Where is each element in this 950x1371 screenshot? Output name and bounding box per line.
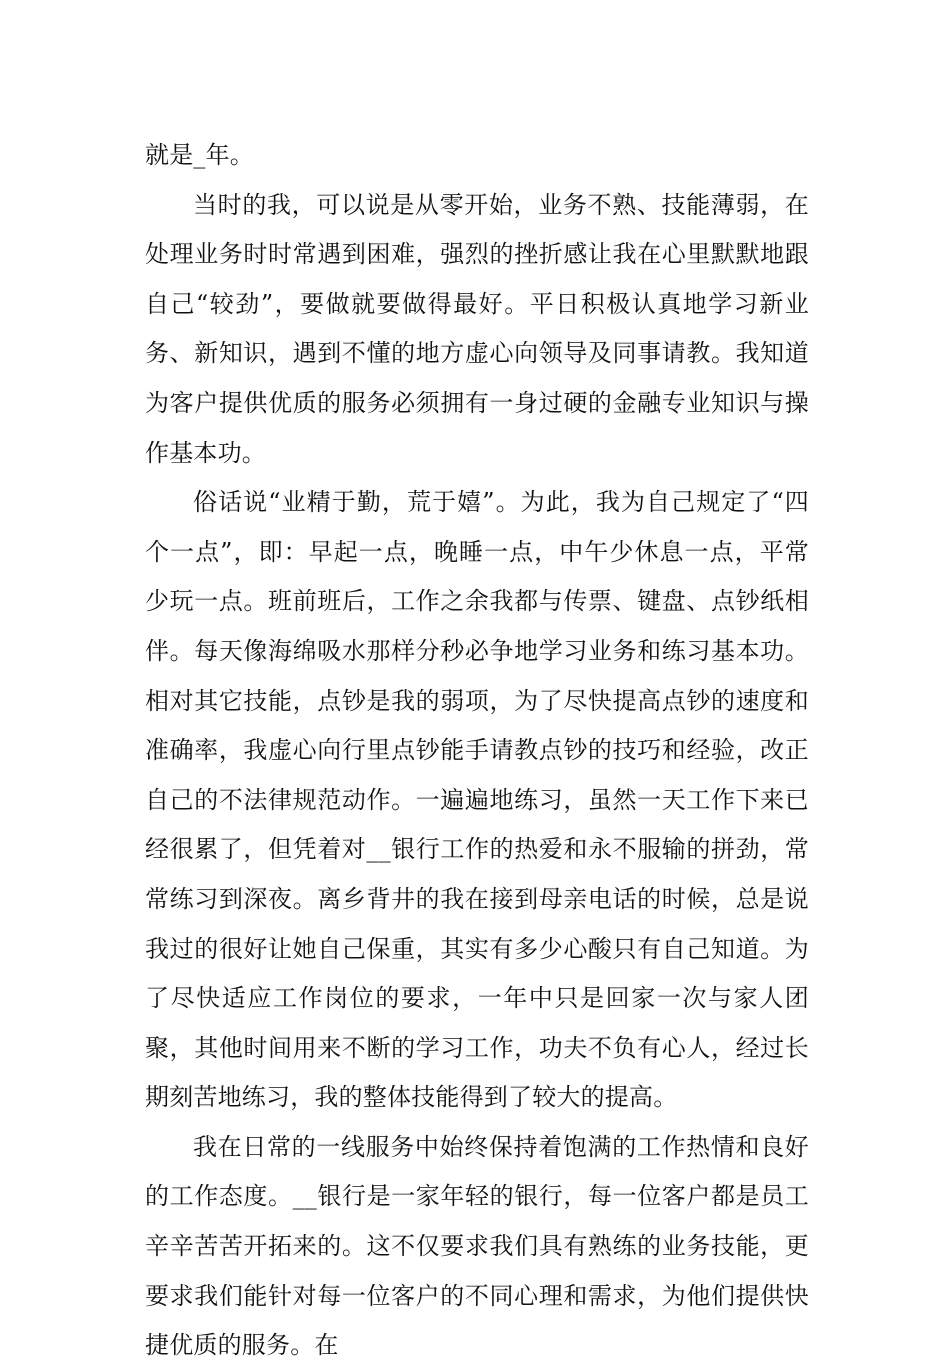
paragraph-2: 当时的我，可以说是从零开始，业务不熟、技能薄弱，在处理业务时时常遇到困难，强烈的挫折感让我在心里默默地跟自己“较劲”，要做就要做得最好。平日积极认真地学习新业务、新知识，遇到不懂的地方虚心向领导及同事请教。我知道为客户提供优质的服务必须拥有一身过硬的金融专业知识与操作基本功。	[145, 190, 809, 467]
paragraph-1: 就是_年。	[145, 141, 254, 169]
paragraph-4: 我在日常的一线服务中始终保持着饱满的工作热情和良好的工作态度。__银行是一家年轻的银行，每一位客户都是员工辛辛苦苦开拓来的。这不仅要求我们具有熟练的业务技能，更要求我们能针对每一位客户的不同心理和需求，为他们提供快捷优质的服务。在	[145, 1132, 809, 1360]
paragraph-3: 俗话说“业精于勤，荒于嬉”。为此，我为自己规定了“四个一点”，即：早起一点，晚睡一点，中午少休息一点，平常少玩一点。班前班后，工作之余我都与传票、键盘、点钞纸相伴。每天像海绵吸水那样分秒必争地学习业务和练习基本功。相对其它技能，点钞是我的弱项，为了尽快提高点钞的速度和准确率，我虚心向行里点钞能手请教点钞的技巧和经验，改正自己的不法律规范动作。一遍遍地练习，虽然一天工作下来已经很累了，但凭着对__银行工作的热爱和永不服输的拼劲，常常练习到深夜。离乡背井的我在接到母亲电话的时候，总是说我过的很好让她自己保重，其实有多少心酸只有自己知道。为了尽快适应工作岗位的要求，一年中只是回家一次与家人团聚，其他时间用来不断的学习工作，功夫不负有心人，经过长期刻苦地练习，我的整体技能得到了较大的提高。	[145, 488, 809, 1112]
document-body	[145, 131, 809, 1371]
